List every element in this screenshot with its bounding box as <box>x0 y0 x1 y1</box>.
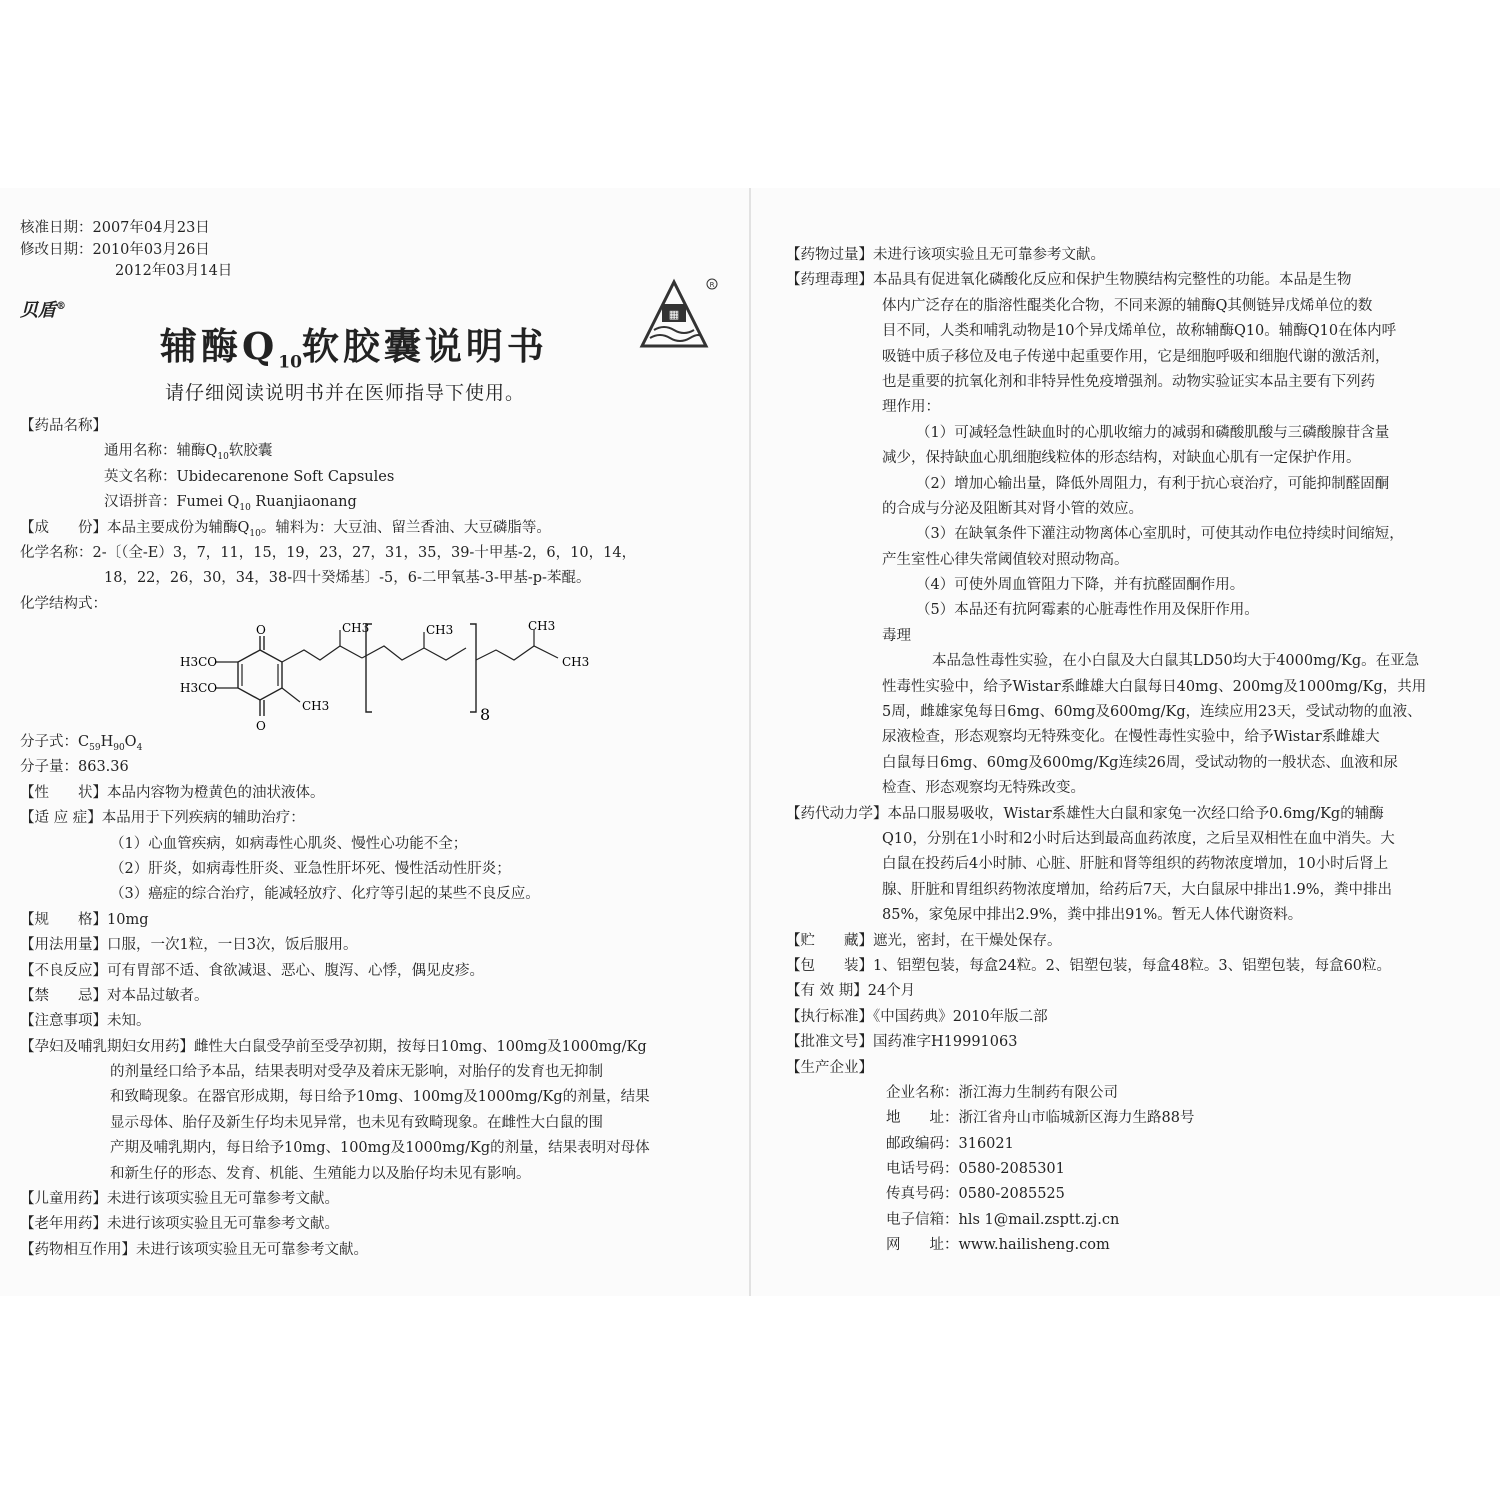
effect-3a: （3）在缺氧条件下灌注动物离体心室肌时，可使其动作电位持续时间缩短， <box>916 526 1404 543</box>
pregnancy-line-4: 显示母体、胎仔及新生仔均未见异常，也未见有致畸现象。在雌性大白鼠的围 <box>110 1114 603 1131</box>
chemical-name-line-2: 18，22，26，30，34，38-四十癸烯基〕-5，6-二甲氧基-3-甲基-p-苯醌。 <box>104 570 591 587</box>
repeat-count: 8 <box>480 705 491 724</box>
drug-interactions: 【药物相互作用】未进行该项实验且无可靠参考文献。 <box>20 1241 368 1258</box>
drug-name-heading: 【药品名称】 <box>20 418 107 434</box>
date-block <box>20 218 232 283</box>
right-column <box>786 243 1426 1259</box>
pinyin-name: 汉语拼音：Fumei $Q_{10}$ Ruanjiaonang <box>104 494 357 514</box>
pharmacology-line-6: 理作用： <box>882 399 940 416</box>
pregnancy-line-5: 产期及哺乳期内，每日给予10mg、100mg及1000mg/Kg的剂量，结果表明对母体 <box>110 1140 650 1157</box>
pediatric-use: 【儿童用药】未进行该项实验且无可靠参考文献。 <box>20 1191 339 1208</box>
pharmacology-line-5: 也是重要的抗氧化剂和非特异性免疫增强剂。动物实验证实本品主要有下列药 <box>882 373 1375 390</box>
toxicology-line-2: 性毒性实验中，给予Wistar系雌雄大白鼠每日40mg、200mg及1000mg/Kg，共用 <box>882 678 1427 695</box>
website: 网 址：www.hailisheng.com <box>886 1237 1110 1254</box>
chain-methyl-b: CH3 <box>426 623 454 637</box>
validity: 【有 效 期】24个月 <box>786 983 916 1000</box>
manufacturer-heading: 【生产企业】 <box>786 1059 873 1076</box>
effect-2a: （2）增加心输出量，降低外周阻力，有利于抗心衰治疗，可能抑制醛固酮 <box>916 475 1390 492</box>
pharmacology-line-4: 吸链中质子移位及电子传递中起重要作用，它是细胞呼吸和细胞代谢的激活剂， <box>882 348 1390 365</box>
page-subtitle: 请仔细阅读说明书并在医师指导下使用。 <box>165 382 526 404</box>
geriatric-use: 【老年用药】未进行该项实验且无可靠参考文献。 <box>20 1216 339 1233</box>
effect-4: （4）可使外周血管阻力下降，并有抗醛固酮作用。 <box>916 577 1245 594</box>
ring-methyl: CH3 <box>302 699 330 713</box>
approval-date: 核准日期：2007年04月23日 <box>20 220 210 236</box>
methoxy-1: H3CO <box>180 655 218 669</box>
toxicology-heading: 毒理 <box>882 627 911 644</box>
composition: 【成 份】本品主要成份为辅酶$Q_{10}$。辅料为：大豆油、留兰香油、大豆磷脂等。 <box>20 519 551 539</box>
fax: 传真号码：0580-2085525 <box>886 1186 1065 1203</box>
dosage: 【用法用量】口服，一次1粒，一日3次，饭后服用。 <box>20 937 358 954</box>
pharmacokinetics-line-4: 腺、肝脏和胃组织药物浓度增加，给药后7天，大白鼠尿中排出1.9%，粪中排出 <box>882 881 1393 898</box>
oxygen-bottom: O <box>256 719 266 733</box>
methoxy-2: H3CO <box>180 681 218 695</box>
overdose: 【药物过量】未进行该项实验且无可靠参考文献。 <box>786 247 1105 263</box>
oxygen-top: O <box>256 623 266 637</box>
pharmacology-line-3: 目不同，人类和哺乳动物是10个异戊烯单位，故称辅酶Q10。辅酶Q10在体内呼 <box>882 323 1397 340</box>
pregnancy-line-3: 和致畸现象。在器官形成期，每日给予10mg、100mg及1000mg/Kg的剂量，结果 <box>110 1089 650 1106</box>
fold-line <box>749 188 751 1296</box>
specification: 【规 格】10mg <box>20 911 149 928</box>
english-name: 英文名称：Ubidecarenone Soft Capsules <box>104 468 395 485</box>
indication-2: （2）肝炎，如病毒性肝炎、亚急性肝坏死、慢性活动性肝炎； <box>110 860 511 877</box>
pharmacokinetics-line-5: 85%，家兔尿中排出2.9%，粪中排出91%。暂无人体代谢资料。 <box>882 907 1303 924</box>
indication-1: （1）心血管疾病，如病毒性心肌炎、慢性心功能不全； <box>110 835 468 852</box>
pharmacokinetics-line-3: 白鼠在投药后4小时肺、心脏、肝脏和肾等组织的药物浓度增加，10小时后肾上 <box>882 856 1389 873</box>
left-column-lower <box>20 730 650 1263</box>
chain-methyl-d: CH3 <box>562 655 590 669</box>
precautions: 【注意事项】未知。 <box>20 1013 151 1030</box>
revision-date: 修改日期：2010年03月26日 <box>20 241 210 258</box>
left-column <box>20 414 636 617</box>
indication-3: （3）癌症的综合治疗，能减轻放疗、化疗等引起的某些不良反应。 <box>110 886 540 903</box>
approval-number: 【批准文号】国药准字H19991063 <box>786 1034 1018 1051</box>
molecular-weight: 分子量：863.36 <box>20 759 129 776</box>
toxicology-line-4: 尿液检查，形态观察均无特殊变化。在慢性毒性实验中，给予Wistar系雌雄大 <box>882 729 1380 746</box>
svg-text:R: R <box>709 281 715 289</box>
effect-1b: 减少，保持缺血心肌细胞线粒体的形态结构，对缺血心肌有一定保护作用。 <box>882 450 1361 467</box>
toxicology-line-6: 检查、形态观察均无特殊改变。 <box>882 780 1085 797</box>
character: 【性 状】本品内容物为橙黄色的油状液体。 <box>20 784 325 801</box>
chemical-structure-diagram <box>170 620 610 746</box>
page-title: 辅酶$Q_{10}$软胶囊说明书 <box>160 324 548 373</box>
contraindications: 【禁 忌】对本品过敏者。 <box>20 987 209 1004</box>
toxicology-line-1: 本品急性毒性实验，在小白鼠及大白鼠其LD50均大于4000mg/Kg。在亚急 <box>932 653 1420 670</box>
company-logo-icon <box>636 276 720 352</box>
pregnancy-line-1: 【孕妇及哺乳期妇女用药】雌性大白鼠受孕前至受孕初期，按每日10mg、100mg及1000mg/Kg <box>20 1038 647 1055</box>
effect-3b: 产生室性心律失常阈值较对照动物高。 <box>882 551 1129 568</box>
molecular-formula: 分子式：$C_{59}H_{90}O_4$ <box>20 734 143 753</box>
postcode: 邮政编码：316021 <box>886 1135 1014 1152</box>
company-address: 地 址：浙江省舟山市临城新区海力生路88号 <box>886 1110 1195 1127</box>
brand-logo-text: 贝盾® <box>20 300 66 321</box>
chain-methyl-a: CH3 <box>342 621 370 635</box>
pharmacokinetics-line-1: 【药代动力学】本品口服易吸收，Wistar系雄性大白鼠和家兔一次经口给予0.6mg/Kg的辅酶 <box>786 805 1384 822</box>
pharmacology-line-1: 【药理毒理】本品具有促进氧化磷酸化反应和保护生物膜结构完整性的功能。本品是生物 <box>786 272 1352 289</box>
svg-text:▦: ▦ <box>668 308 680 321</box>
package: 【包 装】1、铝塑包装，每盒24粒。2、铝塑包装，每盒48粒。3、铝塑包装，每盒60粒。 <box>786 957 1392 974</box>
revision-date-2: 2012年03月14日 <box>115 263 233 279</box>
toxicology-line-5: 白鼠每日6mg、60mg及600mg/Kg连续26周，受试动物的一般状态、血液和尿 <box>882 754 1398 771</box>
pregnancy-line-2: 的剂量经口给予本品，结果表明对受孕及着床无影响，对胎仔的发育也无抑制 <box>110 1064 603 1081</box>
indication: 【适 应 症】本品用于下列疾病的辅助治疗： <box>20 810 305 827</box>
pregnancy-line-6: 和新生仔的形态、发育、机能、生殖能力以及胎仔均未见有影响。 <box>110 1165 531 1182</box>
effect-1a: （1）可减轻急性缺血时的心肌收缩力的减弱和磷酸肌酸与三磷酸腺苷含量 <box>916 424 1390 441</box>
standard: 【执行标准】《中国药典》2010年版二部 <box>786 1008 1048 1025</box>
pharmacology-line-2: 体内广泛存在的脂溶性醌类化合物，不同来源的辅酶Q其侧链异戊烯单位的数 <box>882 297 1373 314</box>
email: 电子信箱：hls 1@mail.zsptt.zj.cn <box>886 1211 1120 1228</box>
chain-methyl-c: CH3 <box>528 620 556 633</box>
effect-2b: 的合成与分泌及阻断其对肾小管的效应。 <box>882 500 1143 517</box>
chemical-structure-label: 化学结构式： <box>20 595 107 612</box>
generic-name: 通用名称：辅酶$Q_{10}$软胶囊 <box>104 443 273 463</box>
company-name: 企业名称：浙江海力生制药有限公司 <box>886 1084 1118 1101</box>
effect-5: （5）本品还有抗阿霉素的心脏毒性作用及保肝作用。 <box>916 602 1259 619</box>
pharmacokinetics-line-2: Q10，分别在1小时和2小时后达到最高血药浓度，之后呈双相性在血中消失。大 <box>882 830 1395 847</box>
phone: 电话号码：0580-2085301 <box>886 1161 1065 1178</box>
chemical-name-line-1: 化学名称：2-〔（全-E）3，7，11，15，19，23，27，31，35，39-十甲基-2，6，10，14， <box>20 544 637 561</box>
adverse-reactions: 【不良反应】可有胃部不适、食欲减退、恶心、腹泻、心悸，偶见皮疹。 <box>20 962 484 979</box>
toxicology-line-3: 5周，雌雄家兔每日6mg、60mg及600mg/Kg，连续应用23天，受试动物的血液、 <box>882 704 1422 721</box>
storage: 【贮 藏】遮光，密封，在干燥处保存。 <box>786 932 1062 949</box>
